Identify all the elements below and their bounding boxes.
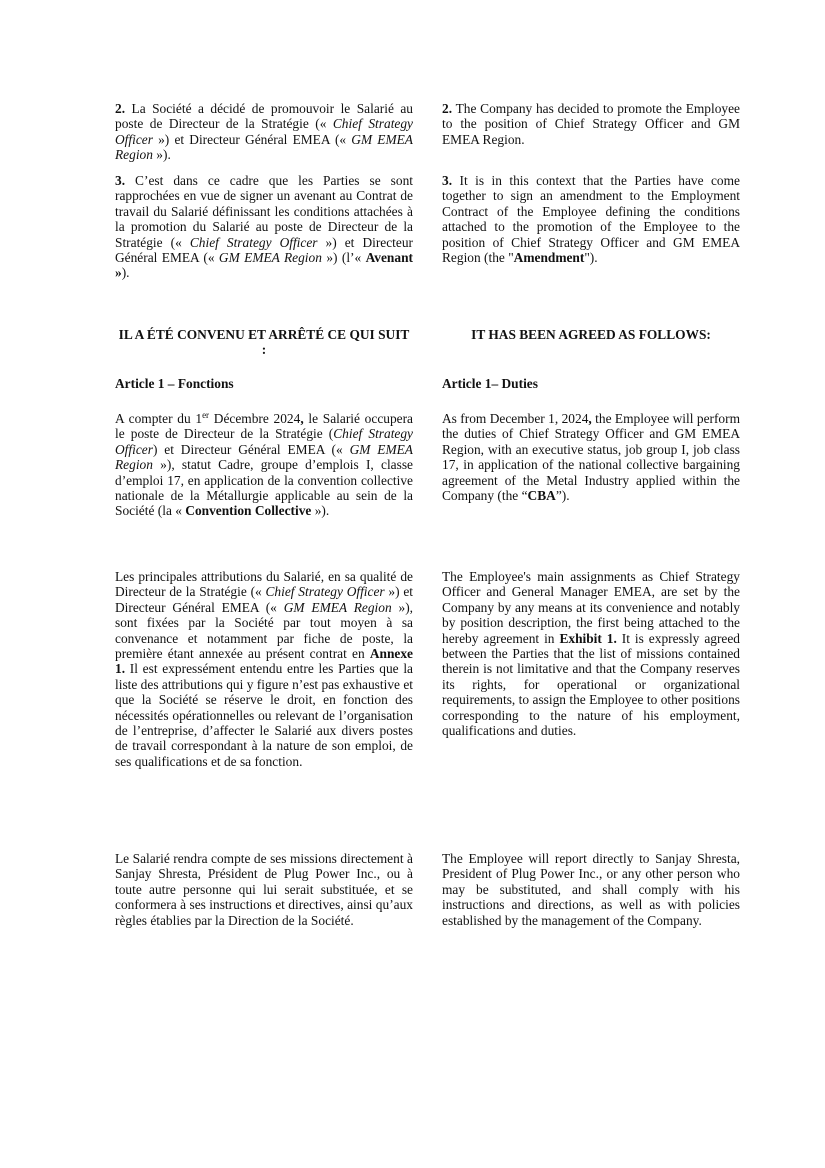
en-article-1-paragraph-1: As from December 1, 2024, the Employee will perform the duties of Chief Strategy Officer and GM EMEA Region, with an executive status, job group I, job class 17, in application of the national collective bargaining agreement of the Metal Industry applied within the Company (the “CBA”). [442, 411, 740, 504]
en-agreement-heading: IT HAS BEEN AGREED AS FOLLOWS: [471, 327, 711, 342]
en-paragraph-2: 2. The Company has decided to promote the Employee to the position of Chief Strategy Officer and GM EMEA Region. [442, 101, 740, 147]
en-article-1-title: Article 1– Duties [442, 376, 538, 391]
fr-article-1-title: Article 1 – Fonctions [115, 376, 234, 391]
fr-article-1-paragraph-2: Les principales attributions du Salarié, en sa qualité de Directeur de la Stratégie (« Chief Strategy Officer ») et Directeur Général EMEA (« GM EMEA Region »), sont fixées par la Société par tout moyen à sa convenance et notamment par fiche de poste, la première étant annexée au présent contrat en Annexe 1. Il est expressément entendu entre les Parties que la liste des attributions qui y figure n’est pas exhaustive et que la Société se réserve le droit, en fonction des nécessités opérationnelles ou relevant de l’organisation de l’entreprise, d’affecter le Salarié aux divers postes de travail correspondant à la nature de son emploi, de ses qualifications et de sa fonction. [115, 569, 413, 769]
en-paragraph-2-number: 2. [442, 101, 453, 116]
fr-paragraph-3-number: 3. [115, 173, 126, 188]
fr-paragraph-2: 2. La Société a décidé de promouvoir le Salarié au poste de Directeur de la Stratégie (« Chief Strategy Officer ») et Directeur Général EMEA (« GM EMEA Region »). [115, 101, 413, 163]
fr-article-1-paragraph-3: Le Salarié rendra compte de ses missions directement à Sanjay Shresta, Président de Plug Power Inc., ou à toute autre personne qui lui serait substituée, et se conformera à ses instructions et directives, ainsi qu’aux règles établies par la Direction de la Société. [115, 851, 413, 928]
fr-paragraph-3: 3. C’est dans ce cadre que les Parties se sont rapprochées en vue de signer un avenant au Contrat de travail du Salarié définissant les conditions attachées à la promotion du Salarié au poste de Directeur de la Stratégie (« Chief Strategy Officer ») et Directeur Général EMEA (« GM EMEA Region ») (l’« Avenant »). [115, 173, 413, 281]
en-article-1-paragraph-3: The Employee will report directly to Sanjay Shresta, President of Plug Power Inc., or any other person who may be substituted, and shall comply with his instructions and directions, as well as with policies established by the management of the Company. [442, 851, 740, 928]
fr-agreement-heading: IL A ÉTÉ CONVENU ET ARRÊTÉ CE QUI SUIT : [118, 327, 410, 358]
en-paragraph-3-number: 3. [442, 173, 453, 188]
fr-paragraph-2-number: 2. [115, 101, 126, 116]
en-article-1-paragraph-2: The Employee's main assignments as Chief Strategy Officer and General Manager EMEA, are set by the Company by any means at its convenience and notably by position description, the first being attached to the hereby agreement in Exhibit 1. It is expressly agreed between the Parties that the list of missions contained therein is not limitative and that the Company reserves its rights, for operational or organizational requirements, to assign the Employee to other positions corresponding to the nature of his employment, qualifications and duties. [442, 569, 740, 739]
fr-article-1-paragraph-1: A compter du 1er Décembre 2024, le Salarié occupera le poste de Directeur de la Stratégie (Chief Strategy Officer) et Directeur Général EMEA (« GM EMEA Region »), statut Cadre, groupe d’emplois I, classe d’emploi 17, en application de la convention collective nationale de la Métallurgie applicable au sein de la Société (la « Convention Collective »). [115, 410, 413, 519]
en-paragraph-3: 3. It is in this context that the Parties have come together to sign an amendment to the Employment Contract of the Employee defining the conditions attached to the promotion of the Employee to the position of Chief Strategy Officer and GM EMEA Region (the "Amendment"). [442, 173, 740, 266]
